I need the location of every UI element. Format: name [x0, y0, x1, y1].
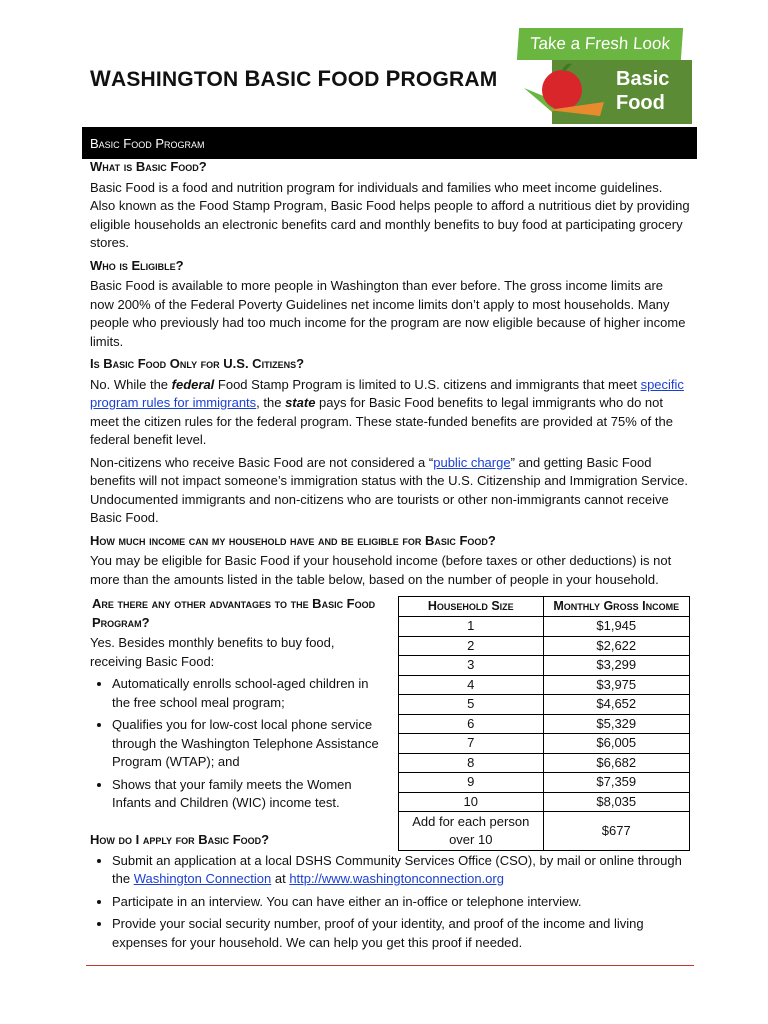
table-row: [399, 675, 690, 695]
household-size-cell: 3: [399, 656, 544, 676]
household-size-cell: 7: [399, 734, 544, 754]
household-size-cell: Add for each person over 10: [399, 812, 544, 851]
title-part: W: [90, 66, 111, 91]
table-row: [399, 695, 690, 715]
table-row: [399, 734, 690, 754]
list-item: • Shows that your family meets the Women Infants and Children (WIC) income test.: [112, 776, 390, 813]
income-cell: $2,622: [543, 636, 689, 656]
income-cell: $5,329: [543, 714, 689, 734]
public-charge-link[interactable]: public charge: [433, 454, 511, 470]
washington-connection-url-link[interactable]: http://www.washingtonconnection.org: [289, 871, 504, 886]
table-row: [399, 656, 690, 676]
answer-paragraph: Basic Food is available to more people in Washington than ever before. The gross income limits are now 200% of the Federal Poverty Guidelines net income limits don’t apply to most households. Many people who previously had too much income for the program are now eligible because of higher income limits.: [90, 278, 686, 349]
household-size-cell: 4: [399, 675, 544, 695]
basic-food-logo: [518, 28, 692, 124]
column-header-monthly-income: Monthly Gross Income: [543, 597, 689, 617]
table-row: [399, 753, 690, 773]
apply-steps-list: [90, 852, 690, 953]
apple-carrot-icon: [518, 58, 614, 124]
household-size-cell: 9: [399, 773, 544, 793]
text-run: , the: [256, 395, 286, 410]
page-title: [90, 66, 497, 92]
title-part: OOD: [331, 68, 386, 91]
answer-paragraph: You may be eligible for Basic Food if your household income (before taxes or other deductions) is not more than the amounts listed in the table below, based on the number of people in your household.: [90, 553, 672, 587]
table-row: [399, 714, 690, 734]
household-size-cell: 10: [399, 792, 544, 812]
answer-paragraph: [90, 376, 690, 450]
question-heading: Who is Eligible?: [90, 257, 184, 273]
table-header-row: [399, 597, 690, 617]
question-heading: How do I apply for Basic Food?: [90, 832, 270, 847]
question-heading: How much income can my household have and be eligible for Basic Food?: [90, 532, 496, 548]
income-cell: $677: [543, 812, 689, 851]
table-row: [399, 812, 690, 851]
list-item: • Automatically enrolls school-aged children in the free school meal program;: [112, 675, 390, 712]
washington-connection-link[interactable]: Washington Connection: [133, 871, 272, 886]
income-cell: $7,359: [543, 773, 689, 793]
income-table: [398, 596, 690, 851]
immigrant-rules-link[interactable]: specific program rules for immigrants: [90, 376, 684, 410]
income-cell: $1,945: [543, 617, 689, 637]
text-run: No. While the: [90, 376, 172, 392]
title-part: B: [244, 66, 261, 91]
income-cell: $3,975: [543, 675, 689, 695]
text-run: Food Stamp Program is limited to U.S. citizens and immigrants that meet: [214, 376, 641, 392]
advantages-list: [90, 675, 390, 813]
title-part: P: [385, 66, 401, 91]
section-header-bar: Basic Food Program: [82, 127, 697, 159]
text-run: at: [271, 871, 290, 886]
household-size-cell: 5: [399, 695, 544, 715]
text-run: ” and getting Basic Food benefits will not impact someone’s immigration status with the U.S. Citizenship and Immigration Service. Undocumented immigrants and non-citizens who are tourists or other non-immigrants cannot receive Basic Food.: [90, 454, 689, 525]
list-item: • Participate in an interview. You can have either an in-office or telephone interview.: [112, 893, 690, 912]
question-heading: Is Basic Food Only for U.S. Citizens?: [90, 356, 305, 371]
household-size-cell: 6: [399, 714, 544, 734]
logo-line-basic: Basic: [616, 68, 670, 90]
income-cell: $6,005: [543, 734, 689, 754]
list-item: [112, 852, 690, 889]
income-cell: $8,035: [543, 792, 689, 812]
table-row: [399, 773, 690, 793]
emphasis-federal: federal: [171, 376, 215, 392]
title-part: ASIC: [260, 68, 318, 91]
income-cell: $4,652: [543, 695, 689, 715]
answer-paragraph: Yes. Besides monthly benefits to buy food, receiving Basic Food:: [90, 635, 335, 669]
household-size-cell: 1: [399, 617, 544, 637]
title-part: ROGRAM: [400, 68, 498, 91]
title-part: F: [317, 66, 332, 91]
question-heading: Are there any other advantages to the Basic Food Program?: [92, 596, 376, 630]
column-header-household-size: Household Size: [399, 597, 544, 617]
table-row: [399, 617, 690, 637]
text-run: Submit an application at a local DSHS Community Services Office (CSO), by mail or online through the: [112, 852, 682, 886]
question-heading: What is Basic Food?: [90, 159, 207, 174]
household-size-cell: 8: [399, 753, 544, 773]
logo-line-food: Food: [616, 92, 665, 114]
footer-divider: [86, 965, 694, 966]
title-part: ASHINGTON: [110, 68, 245, 91]
main-content: [90, 156, 690, 956]
table-row: [399, 636, 690, 656]
advantages-column: [90, 593, 390, 817]
list-item: • Provide your social security number, proof of your identity, and proof of the income and living expenses for your household. We can help you get this proof if needed.: [112, 915, 690, 952]
income-cell: $6,682: [543, 753, 689, 773]
answer-paragraph: [90, 454, 690, 528]
text-run: Non-citizens who receive Basic Food are not considered a “: [90, 454, 434, 470]
text-run: pays for Basic Food benefits to legal immigrants who do not meet the citizen rules for the federal program. These state-funded benefits are provided at 75% of the federal benefit level.: [90, 395, 673, 447]
emphasis-state: state: [285, 395, 316, 410]
income-cell: $3,299: [543, 656, 689, 676]
logo-banner: Take a Fresh Look: [517, 28, 683, 60]
answer-paragraph: Basic Food is a food and nutrition program for individuals and families who meet income guidelines. Also known as the Food Stamp Program, Basic Food helps people to afford a nutritious diet by providing eligible households an electronic benefits card and monthly benefits to buy food at participating grocery stores.: [90, 179, 690, 250]
household-size-cell: 2: [399, 636, 544, 656]
table-row: [399, 792, 690, 812]
list-item: • Qualifies you for low-cost local phone service through the Washington Telephone Assistance Program (WTAP); and: [112, 716, 390, 772]
